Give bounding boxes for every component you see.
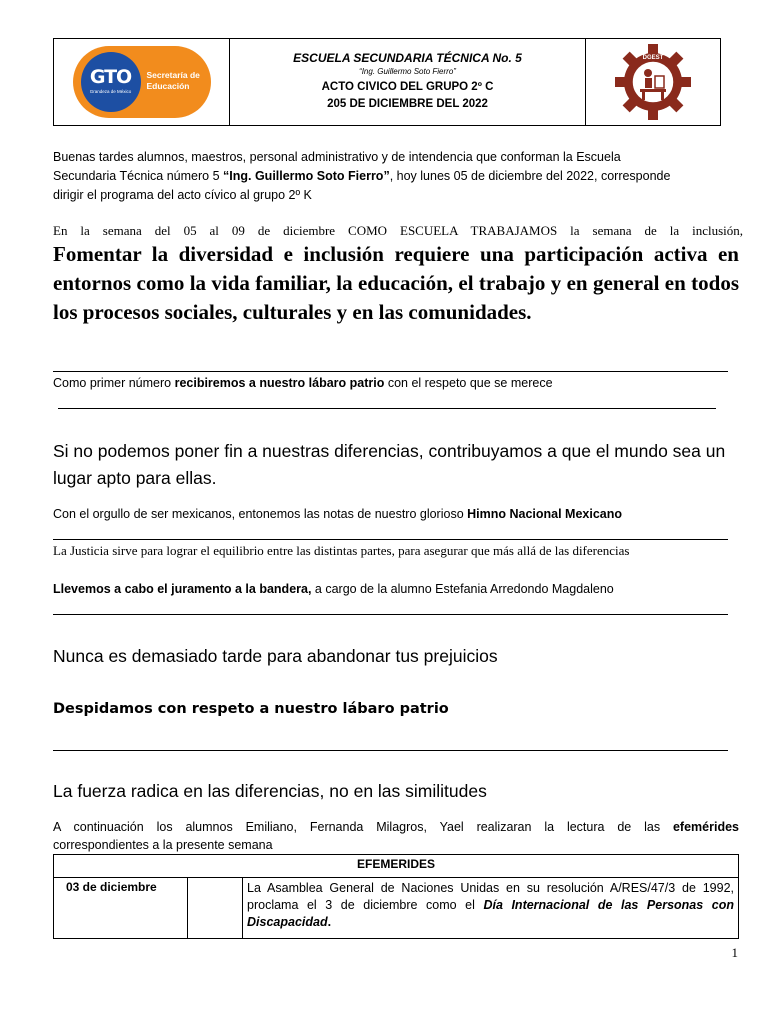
school-patron: “Ing. Guillermo Soto Fierro” [359,67,456,76]
document-header [53,38,721,126]
divider [58,408,716,409]
table-cell-empty [188,878,243,939]
header-emblem-cell [586,39,720,125]
program-item-pledge: Llevemos a cabo el juramento a la bandera, a cargo de la alumno Estefania Arredondo Magdaleno [53,582,614,596]
quote-differences: Si no podemos poner fin a nuestras diferencias, contribuyamos a que el mundo sea un lugar apto para ellas. [53,441,726,488]
divider [53,750,728,751]
school-name: ESCUELA SECUNDARIA TÉCNICA No. 5 [293,51,522,65]
table-row [54,878,739,939]
program-item-anthem: Con el orgullo de ser mexicanos, entonemos las notas de nuestro glorioso Himno Nacional Mexicano [53,507,623,521]
efemerides-table [53,854,739,939]
week-line: En la semana del 05 al 09 de diciembre COMO ESCUELA TRABAJAMOS la semana de la inclusión, [53,223,743,238]
gto-logo-subtext: Grandeza de México [89,89,132,94]
table-cell-date: 03 de diciembre [54,878,188,939]
program-item-efemerides: A continuación los alumnos Emiliano, Fernanda Milagros, Yael realizaran la lectura de las efemérides correspondientes a la presente semana [53,820,739,852]
program-item-farewell: Despidamos con respeto a nuestro lábaro patrio [53,701,449,717]
header-logo-cell [54,39,230,125]
dgest-gear-emblem-icon [614,43,692,121]
event-title: ACTO CIVICO DEL GRUPO 2º C [321,81,494,93]
justice-line: La Justicia sirve para lograr el equilibrio entre las distintas partes, para asegurar que más allá de las diferencias [53,543,630,558]
gto-logo [73,46,211,118]
quote-strength: La fuerza radica en las diferencias, no en las similitudes [53,781,487,801]
department-name: Secretaría de Educación [146,70,200,91]
event-date: 205 DE DICIEMBRE DEL 2022 [327,98,488,110]
emblem-text: DGEST [642,55,664,61]
intro-paragraph: Buenas tardes alumnos, maestros, personal administrativo y de intendencia que conforman la Escuela Secundaria Técnica número 5 “Ing. Guillermo Soto Fierro”, hoy lunes 05 de diciembre del 2022, corresponde dirigir el programa del acto cívico al grupo 2º K [53,150,671,202]
table-cell-description: La Asamblea General de Naciones Unidas en su resolución A/RES/47/3 de 1992, proclama el 3 de diciembre como el Día Internacional de las Personas con Discapacidad. [243,878,739,939]
divider [53,539,728,540]
page-number: 1 [731,945,738,960]
header-title-cell [230,39,586,125]
quote-prejudices: Nunca es demasiado tarde para abandonar tus prejuicios [53,646,498,666]
inclusion-statement: Fomentar la diversidad e inclusión requiere una participación activa en entornos como la vida familiar, la educación, el trabajo y en general en todos los procesos sociales, culturales y en las comunidades. [53,242,739,324]
divider [53,614,728,615]
divider [53,371,728,372]
gto-logo-text: GTO [89,66,132,88]
table-header: EFEMERIDES [54,855,739,878]
program-item-flag-reception: Como primer número recibiremos a nuestro lábaro patrio con el respeto que se merece [53,376,553,390]
